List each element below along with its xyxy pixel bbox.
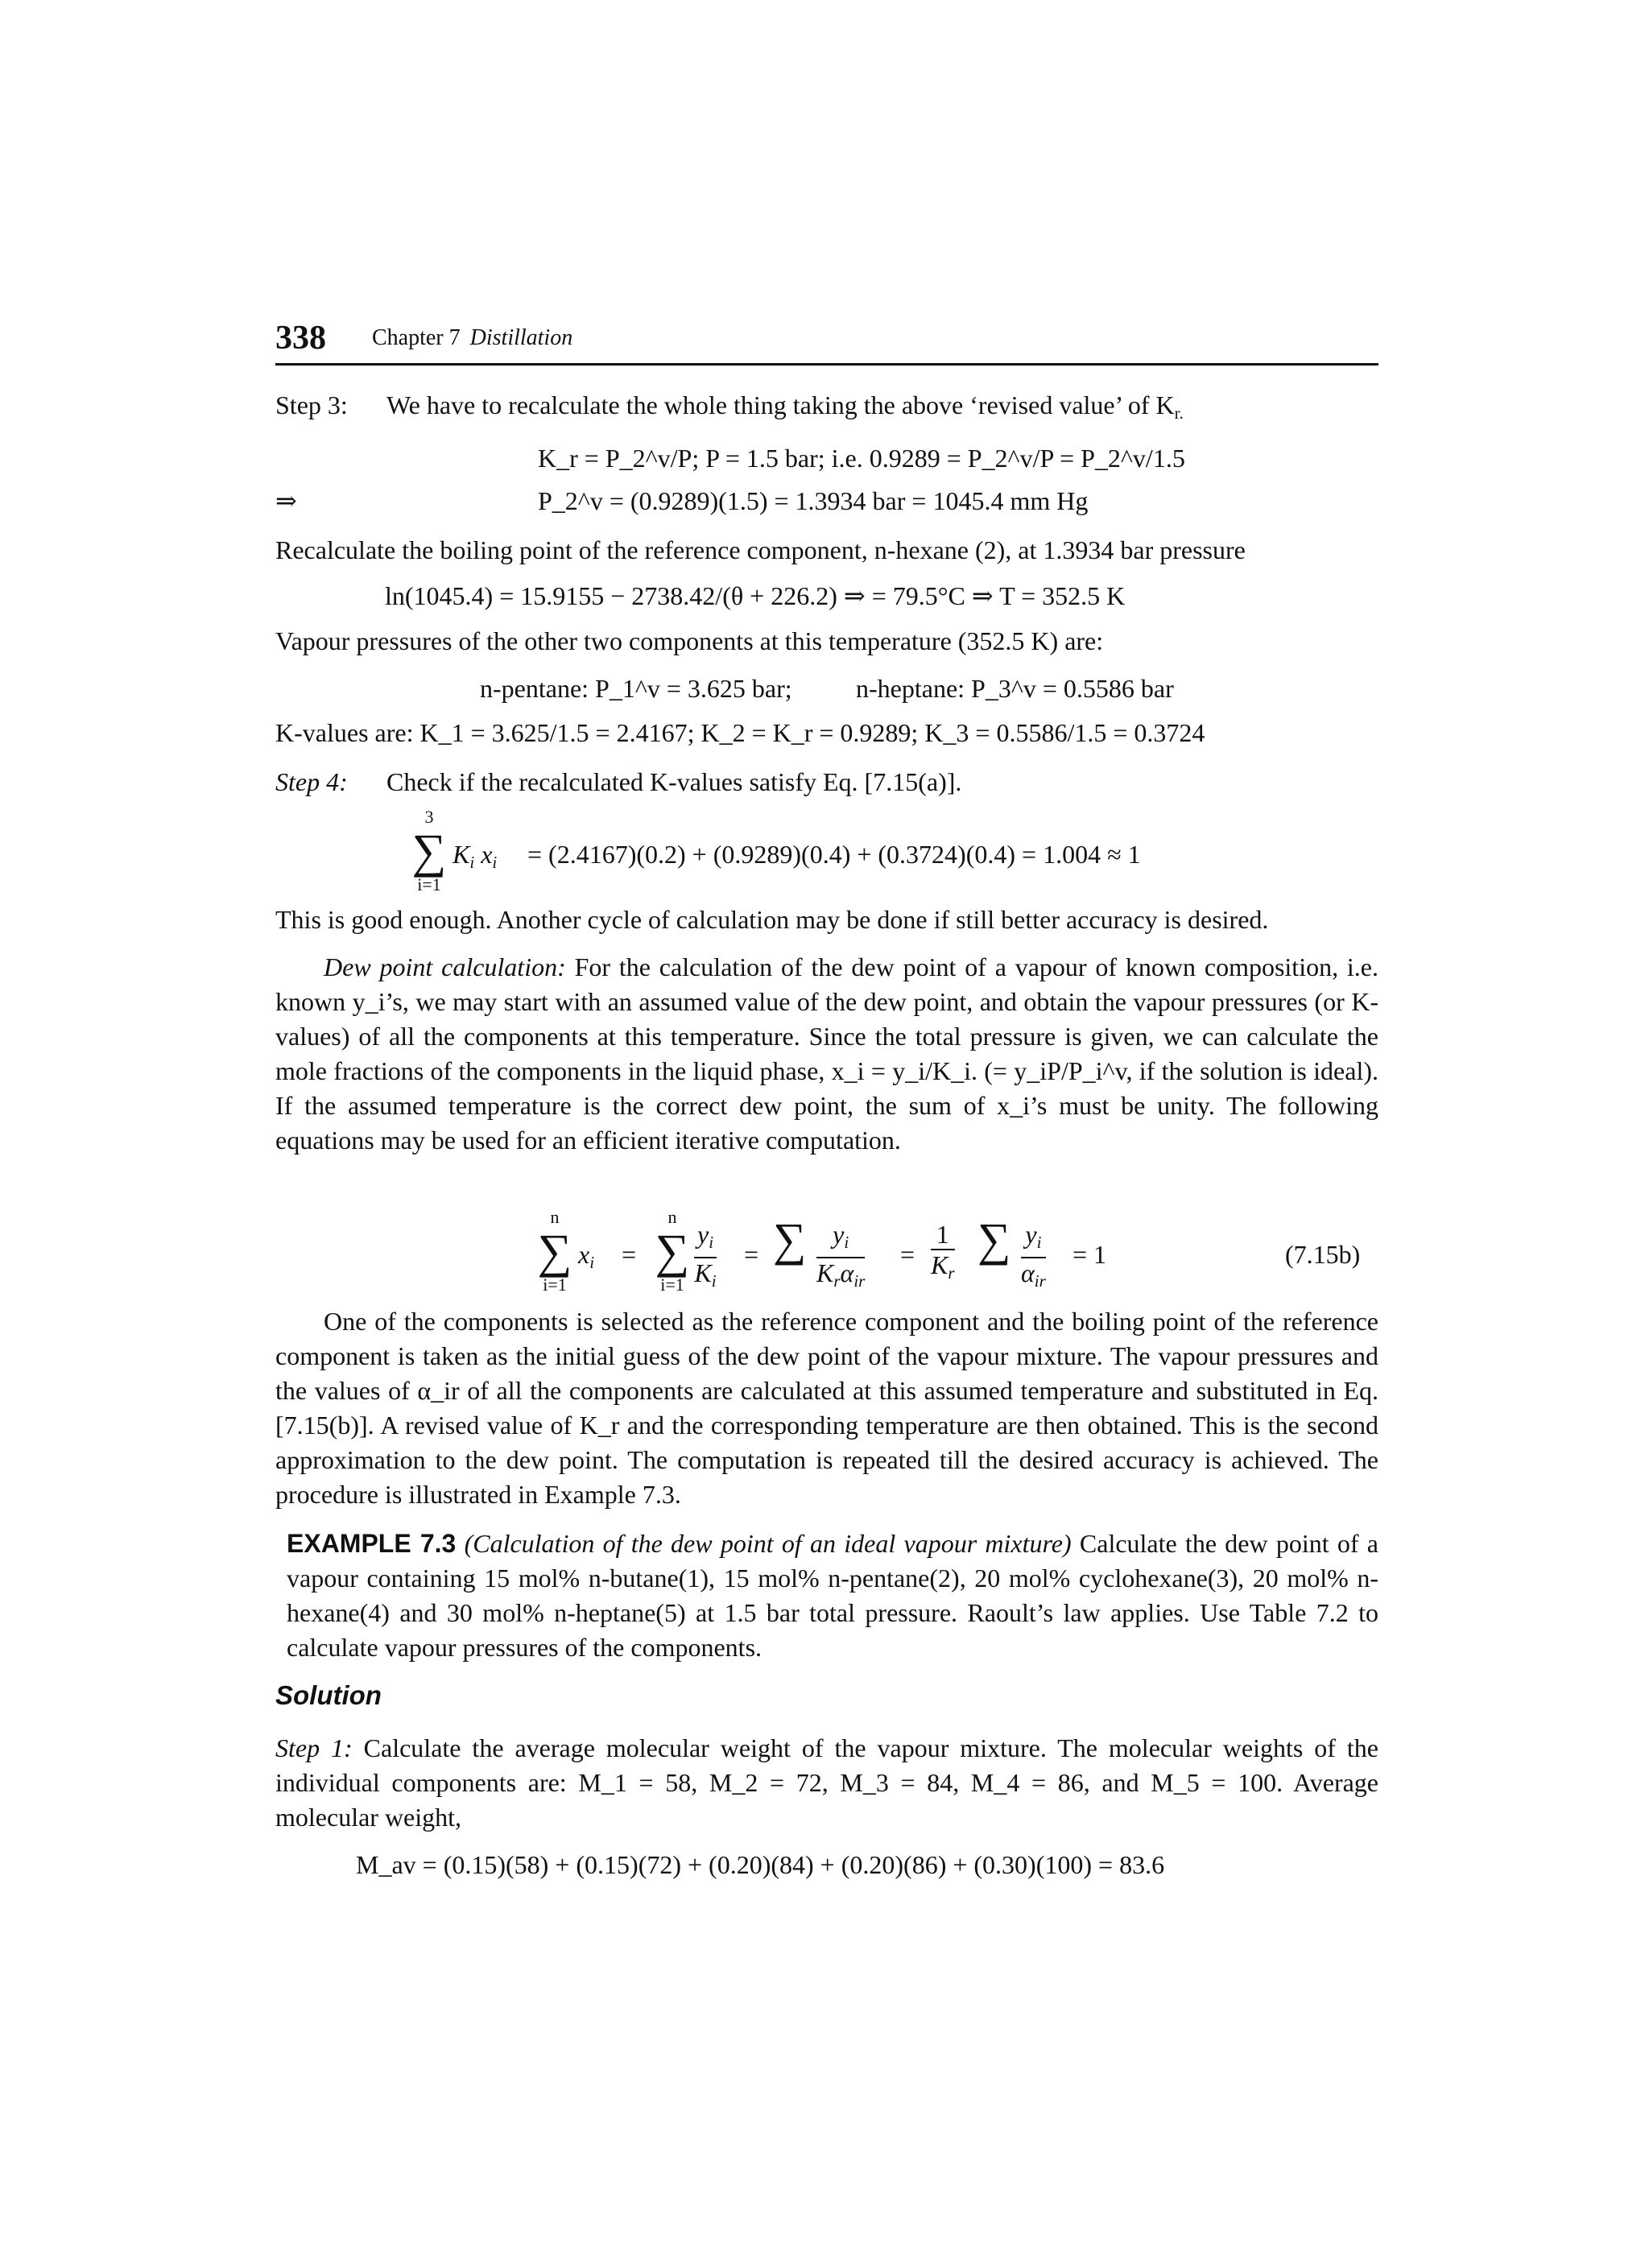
sum-upper-limit: 3 <box>424 807 434 827</box>
step3-sentence: We have to recalculate the whole thing taking the above ‘revised value’ of K <box>386 390 1175 419</box>
dew-point-label: Dew point calculation: <box>324 952 566 981</box>
eq715b-rhs: = 1 <box>1072 1240 1107 1269</box>
eq715b-lower-1: i=1 <box>543 1274 567 1295</box>
example-block <box>287 1526 1378 1665</box>
equation-mav: M_av = (0.15)(58) + (0.15)(72) + (0.20)(84) + (0.20)(86) + (0.30)(100) = 83.6 <box>356 1850 1165 1879</box>
step3-text <box>386 388 1377 431</box>
eq715b-x: $x_i$ <box>578 1240 595 1272</box>
eq715b-number: (7.15b) <box>1285 1240 1361 1269</box>
sum-lower-limit: i=1 <box>417 874 441 894</box>
equation-p2v: P_2^v = (0.9289)(1.5) = 1.3934 bar = 1045.4 mm Hg <box>538 486 1089 515</box>
equation-pentane: n-pentane: P_1^v = 3.625 bar; <box>480 674 792 703</box>
step3-sentence-end: r. <box>1174 403 1184 423</box>
eq715b-frac1: $\frac{y_i}{K_i}$ <box>694 1220 717 1291</box>
sigma-symbol: ∑ <box>655 1225 690 1278</box>
sigma-symbol: ∑ <box>537 1225 572 1278</box>
eq715b-lower-2: i=1 <box>660 1274 684 1295</box>
eq715b-sigma3: ∑ <box>773 1213 807 1266</box>
eq715b-sum2 <box>652 1208 692 1295</box>
recalc-paragraph: Recalculate the boiling point of the reference component, n-hexane (2), at 1.3934 bar pressure <box>275 535 1246 564</box>
eq715b-equals: = <box>744 1240 759 1269</box>
step4-equation: = (2.4167)(0.2) + (0.9289)(0.4) + (0.3724)(0.4) = 1.004 ≈ 1 <box>527 840 1141 869</box>
sigma-symbol: ∑ <box>411 824 447 878</box>
example-subtitle: (Calculation of the dew point of an ideal vapour mixture) <box>464 1529 1072 1558</box>
dew-point-paragraph <box>275 950 1378 1158</box>
solution-heading: Solution <box>275 1680 382 1710</box>
chapter-title: Distillation <box>469 325 573 350</box>
eq715b-frac4: $\frac{y_i}{\alpha_{ir}}$ <box>1021 1220 1046 1291</box>
sum-term: $K_i$ $x_i$ <box>453 840 498 872</box>
reference-paragraph: One of the components is selected as the reference component and the boiling point of the reference component is taken as the initial guess of the dew point of the vapour mixture. The vapour pressures and the values of α_ir of all the components are calculated at this assumed temperature and substituted in Eq. [7.15(b)]. A revised value of K_r and the corresponding temperature are then obtained. This is the second approximation to the dew point. The computation is repeated till the desired accuracy is achieved. The procedure is illustrated in Example 7.3. <box>275 1307 1378 1509</box>
step1-text: Calculate the average molecular weight of the vapour mixture. The molecular weights of the individual components are: M_1 = 58, M_2 = 72, M_3 = 84, M_4 = 86, and M_5 = 100. Average molecular weight, <box>275 1733 1379 1832</box>
sum-k-x <box>409 808 449 894</box>
equation-ln: ln(1045.4) = 15.9155 − 2738.42/(θ + 226.2) ⇒ = 79.5°C ⇒ T = 352.5 K <box>385 581 1126 610</box>
example-title: EXAMPLE 7.3 <box>287 1529 457 1558</box>
step4-label: Step 4: <box>275 767 348 796</box>
equation-kr: K_r = P_2^v/P; P = 1.5 bar; i.e. 0.9289 = P_2^v/P = P_2^v/1.5 <box>538 444 1185 473</box>
eq715b-upper-2: n <box>667 1207 677 1227</box>
good-enough-paragraph: This is good enough. Another cycle of calculation may be done if still better accuracy is desired. <box>275 905 1269 934</box>
example-text: Calculate the dew point of a vapour containing 15 mol% n-butane(1), 15 mol% n-pentane(2), 20 mol% cyclohexane(3), 20 mol% n-hexane(4) and 30 mol% n-heptane(5) at 1.5 bar total pressure. Raoult’s law applies. Use Table 7.2 to calculate vapour pressures of the components. <box>287 1529 1379 1662</box>
vapour-paragraph: Vapour pressures of the other two components at this temperature (352.5 K) are: <box>275 626 1104 655</box>
chapter-heading <box>372 324 572 352</box>
eq715b-sigma4: ∑ <box>977 1213 1011 1266</box>
dew-point-text: For the calculation of the dew point of a vapour of known composition, i.e. known y_i’s, we may start with an assumed value of the dew point, and obtain the vapour pressures (or K-values) of all the components at this temperature. Since the total pressure is given, we can calculate the mole fractions of the components in the liquid phase, x_i = y_i/K_i. (= y_iP/P_i^v, if the solution is ideal). If the assumed temperature is the correct dew point, the sum of x_i’s must be unity. The following equations may be used for an efficient iterative computation. <box>275 952 1379 1155</box>
step1-paragraph <box>275 1731 1378 1835</box>
step3-label: Step 3: <box>275 390 348 419</box>
chapter-label: Chapter 7 <box>372 325 461 350</box>
eq715b-sum1 <box>535 1208 575 1295</box>
eq715b-frac2: $\frac{y_i}{K_r\alpha_{ir}}$ <box>816 1220 866 1291</box>
page-number: 338 <box>275 320 326 357</box>
equation-heptane: n-heptane: P_3^v = 0.5586 bar <box>856 674 1174 703</box>
running-header <box>275 318 1378 366</box>
kvalues-line: K-values are: K_1 = 3.625/1.5 = 2.4167; K_2 = K_r = 0.9289; K_3 = 0.5586/1.5 = 0.3724 <box>275 718 1205 747</box>
eq715b-equals: = <box>622 1240 637 1269</box>
step1-label: Step 1: <box>275 1733 353 1762</box>
eq715b-frac3: $\frac{1}{K_r}$ <box>931 1220 955 1283</box>
eq715b-upper-1: n <box>550 1207 560 1227</box>
eq715b-equals: = <box>900 1240 915 1269</box>
implies-arrow: ⇒ <box>275 486 297 515</box>
step4-text: Check if the recalculated K-values satisfy Eq. [7.15(a)]. <box>386 767 962 796</box>
